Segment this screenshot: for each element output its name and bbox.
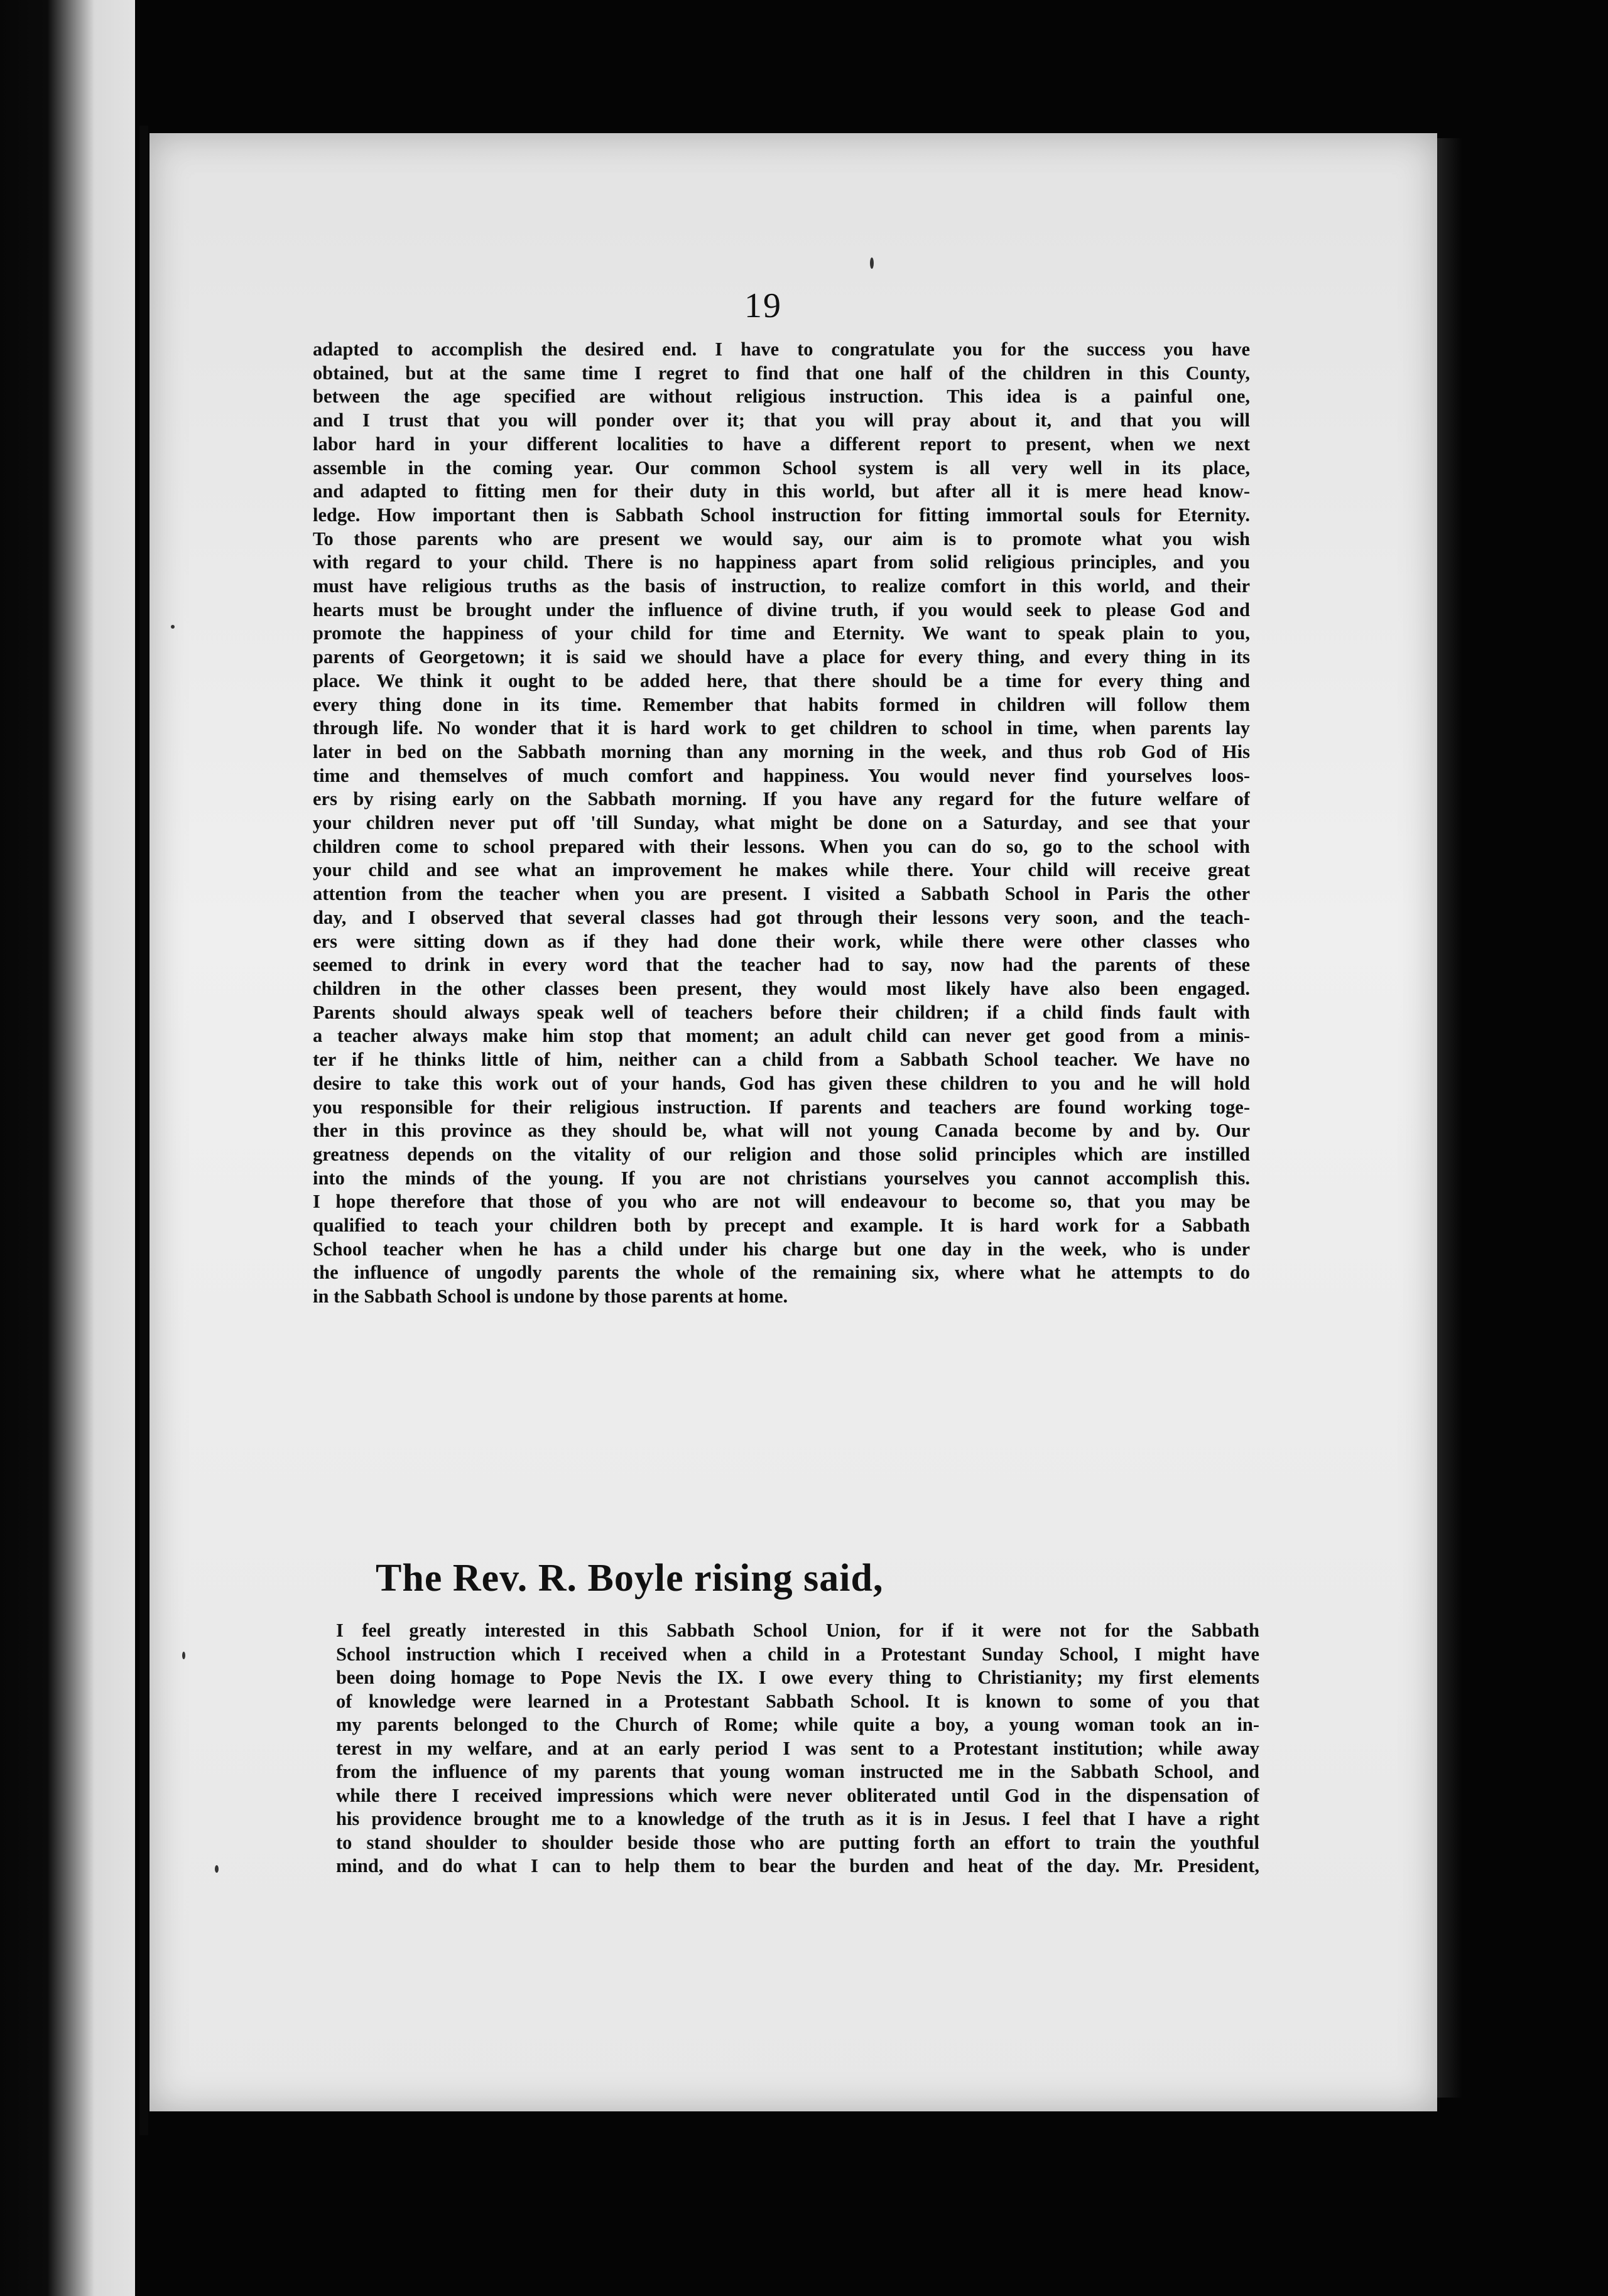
text-line: parents of Georgetown; it is said we should have a place for every thing, and every thing in its	[313, 646, 1250, 668]
speck-mark	[171, 625, 175, 629]
text-line: mind, and do what I can to help them to bear the burden and heat of the day. Mr. President,	[336, 1855, 1259, 1876]
text-line: time and themselves of much comfort and happiness. You would never find yourselves loos-	[313, 764, 1250, 786]
text-line: and I trust that you will ponder over it; that you will pray about it, and that you will	[313, 409, 1250, 431]
speck-mark	[215, 1865, 219, 1873]
text-line: children come to school prepared with their lessons. When you can do so, go to the school with	[313, 835, 1250, 857]
text-line: assemble in the coming year. Our common School system is all very well in its place,	[313, 457, 1250, 479]
text-line: been doing homage to Pope Nevis the IX. I owe every thing to Christianity; my first elements	[336, 1667, 1259, 1688]
text-line: obtained, but at the same time I regret to find that one half of the children in this County,	[313, 362, 1250, 384]
text-line: to stand shoulder to shoulder beside those who are putting forth an effort to train the youthful	[336, 1831, 1259, 1853]
page-number: 19	[744, 286, 782, 325]
section-heading: The Rev. R. Boyle rising said,	[376, 1557, 884, 1600]
text-line: into the minds of the young. If you are not christians yourselves you cannot accomplish this.	[313, 1167, 1250, 1189]
text-line: ers by rising early on the Sabbath morning. If you have any regard for the future welfare of	[313, 788, 1250, 810]
text-line: promote the happiness of your child for time and Eternity. We want to speak plain to you,	[313, 622, 1250, 644]
text-line: your child and see what an improvement he makes while there. Your child will receive great	[313, 859, 1250, 881]
text-line: School teacher when he has a child under his charge but one day in the week, who is under	[313, 1238, 1250, 1260]
text-line: you responsible for their religious instruction. If parents and teachers are found working toge-	[313, 1096, 1250, 1118]
text-line: terest in my welfare, and at an early period I was sent to a Protestant institution; while away	[336, 1737, 1259, 1759]
text-line: desire to take this work out of your hands, God has given these children to you and he will hold	[313, 1072, 1250, 1094]
text-line: seemed to drink in every word that the teacher had to say, now had the parents of these	[313, 954, 1250, 976]
text-line: School instruction which I received when a child in a Protestant Sunday School, I might have	[336, 1643, 1259, 1665]
text-line: and adapted to fitting men for their duty in this world, but after all it is mere head know-	[313, 480, 1250, 502]
text-line: ers were sitting down as if they had done their work, while there were other classes who	[313, 930, 1250, 952]
text-line: a teacher always make him stop that moment; an adult child can never get good from a minis-	[313, 1025, 1250, 1047]
text-line: of knowledge were learned in a Protestant Sabbath School. It is known to some of you that	[336, 1690, 1259, 1712]
text-line: Parents should always speak well of teachers before their children; if a child finds fault with	[313, 1001, 1250, 1023]
text-line: greatness depends on the vitality of our religion and those solid principles which are instilled	[313, 1143, 1250, 1165]
speck-mark	[182, 1652, 185, 1659]
text-line-last: in the Sabbath School is undone by those parents at home.	[313, 1286, 788, 1308]
text-line: hearts must be brought under the influence of divine truth, if you would seek to please God and	[313, 598, 1250, 620]
body-text	[313, 338, 1250, 1309]
text-line: attention from the teacher when you are present. I visited a Sabbath School in Paris the other	[313, 883, 1250, 905]
text-line: must have religious truths as the basis of instruction, to realize comfort in this world, and their	[313, 575, 1250, 597]
text-line: later in bed on the Sabbath morning than any morning in the week, and thus rob God of His	[313, 740, 1250, 762]
text-line: day, and I observed that several classes had got through their lessons very soon, and the teach-	[313, 906, 1250, 928]
book-spine	[139, 126, 148, 2135]
text-line: ledge. How important then is Sabbath School instruction for fitting immortal souls for Eternity.	[313, 504, 1250, 526]
text-line: I hope therefore that those of you who are not will endeavour to become so, that you may be	[313, 1191, 1250, 1213]
text-line: ther in this province as they should be, what will not young Canada become by and by. Our	[313, 1120, 1250, 1142]
text-line: while there I received impressions which were never obliterated until God in the dispensation of	[336, 1784, 1259, 1806]
text-line: children in the other classes been present, they would most likely have also been engaged.	[313, 977, 1250, 999]
text-line: his providence brought me to a knowledge of the truth as it is in Jesus. I feel that I have a right	[336, 1808, 1259, 1829]
text-line: place. We think it ought to be added here, that there should be a time for every thing and	[313, 669, 1250, 691]
text-line: ter if he thinks little of him, neither can a child from a Sabbath School teacher. We have no	[313, 1049, 1250, 1071]
text-line: qualified to teach your children both by precept and example. It is hard work for a Sabbath	[313, 1215, 1250, 1237]
text-line: your children never put off 'till Sunday, what might be done on a Saturday, and see that your	[313, 812, 1250, 834]
text-line: every thing done in its time. Remember that habits formed in children will follow them	[313, 693, 1250, 715]
text-line: through life. No wonder that it is hard work to get children to school in time, when parents lay	[313, 717, 1250, 739]
text-line: my parents belonged to the Church of Rome; while quite a boy, a young woman took an in-	[336, 1714, 1259, 1735]
text-line: the influence of ungodly parents the whole of the remaining six, where what he attempts to do	[313, 1262, 1250, 1284]
text-line: with regard to your child. There is no happiness apart from solid religious principles, and you	[313, 551, 1250, 573]
text-line: from the influence of my parents that young woman instructed me in the Sabbath School, and	[336, 1761, 1259, 1782]
text-line: I feel greatly interested in this Sabbath School Union, for if it were not for the Sabbath	[336, 1620, 1259, 1641]
text-line: labor hard in your different localities to have a different report to present, when we next	[313, 433, 1250, 455]
text-line: between the age specified are without religious instruction. This idea is a painful one,	[313, 386, 1250, 408]
adjacent-page-edge	[0, 0, 135, 2296]
text-line: adapted to accomplish the desired end. I have to congratulate you for the success you have	[313, 338, 1250, 360]
text-line: To those parents who are present we would say, our aim is to promote what you wish	[313, 528, 1250, 550]
page-right-edge	[1437, 138, 1462, 2098]
speech-text	[336, 1619, 1259, 1878]
speck-mark	[870, 257, 874, 269]
